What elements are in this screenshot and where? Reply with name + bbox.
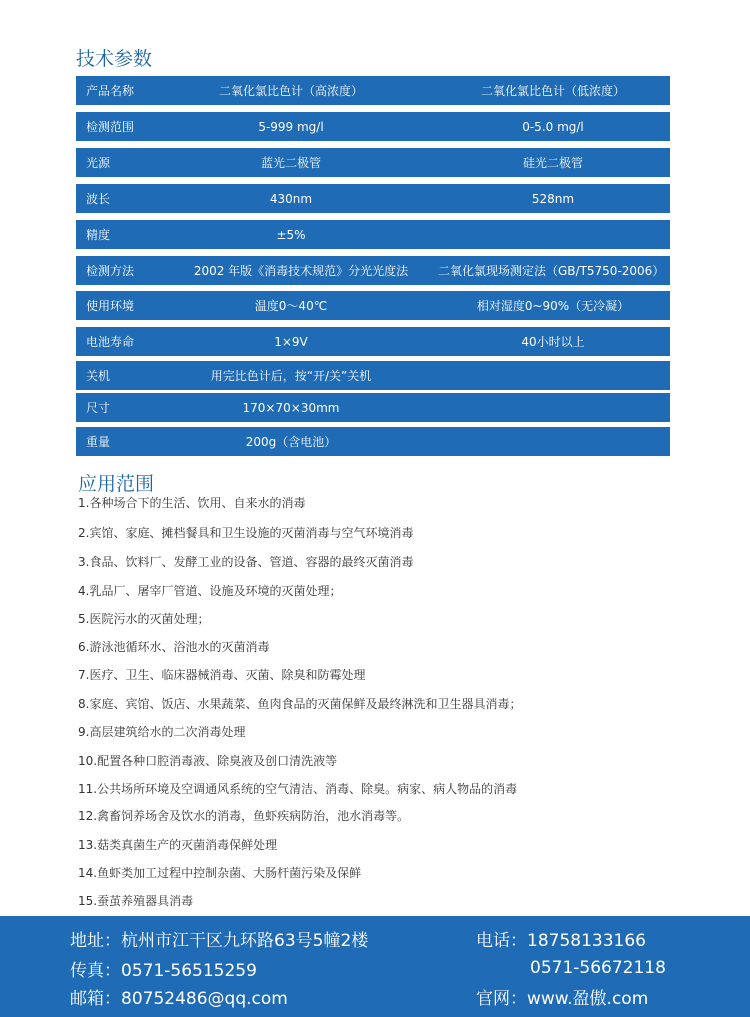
spec-value-high: 2002 年版《消毒技术规范》分光光度法 <box>193 264 409 278</box>
spec-value-high: ±5% <box>276 227 306 242</box>
spec-label: 尺寸 <box>86 401 111 415</box>
email-link[interactable]: 邮箱：80752486@qq.com <box>70 989 288 1009</box>
spec-value-low: 0-5.0 mg/l <box>522 119 584 134</box>
spec-value-high: 5-999 mg/l <box>258 119 324 134</box>
spec-label: 检测方法 <box>86 264 135 278</box>
spec-value-high: 430nm <box>269 191 313 206</box>
list-item: 2.宾馆、家庭、摊档餐具和卫生设施的灭菌消毒与空气环境消毒 <box>78 526 414 540</box>
phone-text: 电话：18758133166 <box>476 931 646 951</box>
address-text: 地址：杭州市江干区九环路63号5幢2楼 <box>70 931 369 951</box>
spec-value-high: 温度0～40℃ <box>254 299 328 313</box>
spec-value-high: 用完比色计后，按“开/关”关机 <box>210 369 372 383</box>
contact-footer <box>0 916 750 1017</box>
applications-section-title: 应用范围 <box>78 473 155 495</box>
list-item: 14.鱼虾类加工过程中控制杂菌、大肠杆菌污染及保鲜 <box>78 866 362 880</box>
list-item: 6.游泳池循环水、浴池水的灭菌消毒 <box>78 640 270 654</box>
specs-section-title: 技术参数 <box>76 48 153 70</box>
spec-label: 检测范围 <box>86 120 135 134</box>
website-link[interactable]: 官网：www.盈傲.com <box>476 989 649 1009</box>
spec-row-accuracy <box>76 220 670 249</box>
spec-value-high: 蓝光二极管 <box>260 156 321 170</box>
phone2-text: 0571-56672118 <box>530 958 666 978</box>
list-item: 7.医疗、卫生、临床器械消毒、灭菌、除臭和防霉处理 <box>78 668 366 682</box>
list-item: 9.高层建筑给水的二次消毒处理 <box>78 725 246 739</box>
spec-value-high: 1×9V <box>274 334 308 349</box>
spec-row-light-source <box>76 148 670 177</box>
spec-row-shutdown <box>76 361 670 390</box>
spec-row-size <box>76 393 670 422</box>
list-item: 12.禽畜饲养场舍及饮水的消毒，鱼虾疾病防治，池水消毒等。 <box>78 809 410 823</box>
list-item: 4.乳品厂、屠宰厂管道、设施及环境的灭菌处理； <box>78 584 342 598</box>
list-item: 13.菇类真菌生产的灭菌消毒保鲜处理 <box>78 838 278 852</box>
spec-row-product-name <box>76 76 670 105</box>
spec-row-range <box>76 112 670 141</box>
spec-row-environment <box>76 291 670 320</box>
spec-value-low: 二氧化氯比色计（低浓度） <box>480 84 625 98</box>
spec-label: 光源 <box>86 156 111 170</box>
spec-value-low: 40小时以上 <box>521 335 585 349</box>
spec-value-high: 200g（含电池） <box>245 435 337 449</box>
list-item: 3.食品、饮料厂、发酵工业的设备、管道、容器的最终灭菌消毒 <box>78 555 414 569</box>
spec-value-low: 528nm <box>531 191 575 206</box>
spec-value-low: 相对湿度0~90%（无冷凝） <box>476 299 630 313</box>
spec-label: 重量 <box>86 435 111 449</box>
spec-value-low: 硅光二极管 <box>522 156 583 170</box>
list-item: 15.蚕茧养殖器具消毒 <box>78 894 194 908</box>
spec-label: 关机 <box>86 369 111 383</box>
list-item: 11.公共场所环境及空调通风系统的空气清洁、消毒、除臭。病家、病人物品的消毒 <box>78 782 518 796</box>
fax-text: 传真：0571-56515259 <box>70 961 257 981</box>
list-item: 1.各种场合下的生活、饮用、自来水的消毒 <box>78 496 306 510</box>
list-item: 10.配置各种口腔消毒液、除臭液及创口清洗液等 <box>78 754 338 768</box>
spec-row-battery <box>76 327 670 356</box>
list-item: 5.医院污水的灭菌处理； <box>78 612 210 626</box>
spec-value-high: 170×70×30mm <box>242 400 340 415</box>
spec-row-method <box>76 256 670 285</box>
spec-label: 产品名称 <box>86 84 135 98</box>
spec-label: 使用环境 <box>86 299 135 313</box>
list-item: 8.家庭、宾馆、饭店、水果蔬菜、鱼肉食品的灭菌保鲜及最终淋洗和卫生器具消毒； <box>78 697 522 711</box>
spec-row-weight <box>76 427 670 456</box>
spec-label: 精度 <box>86 228 111 242</box>
spec-label: 波长 <box>86 192 111 206</box>
spec-value-low: 二氧化氯现场测定法（GB/T5750-2006） <box>438 264 665 278</box>
spec-row-wavelength <box>76 184 670 213</box>
spec-label: 电池寿命 <box>86 335 135 349</box>
spec-value-high: 二氧化氯比色计（高浓度） <box>218 84 363 98</box>
